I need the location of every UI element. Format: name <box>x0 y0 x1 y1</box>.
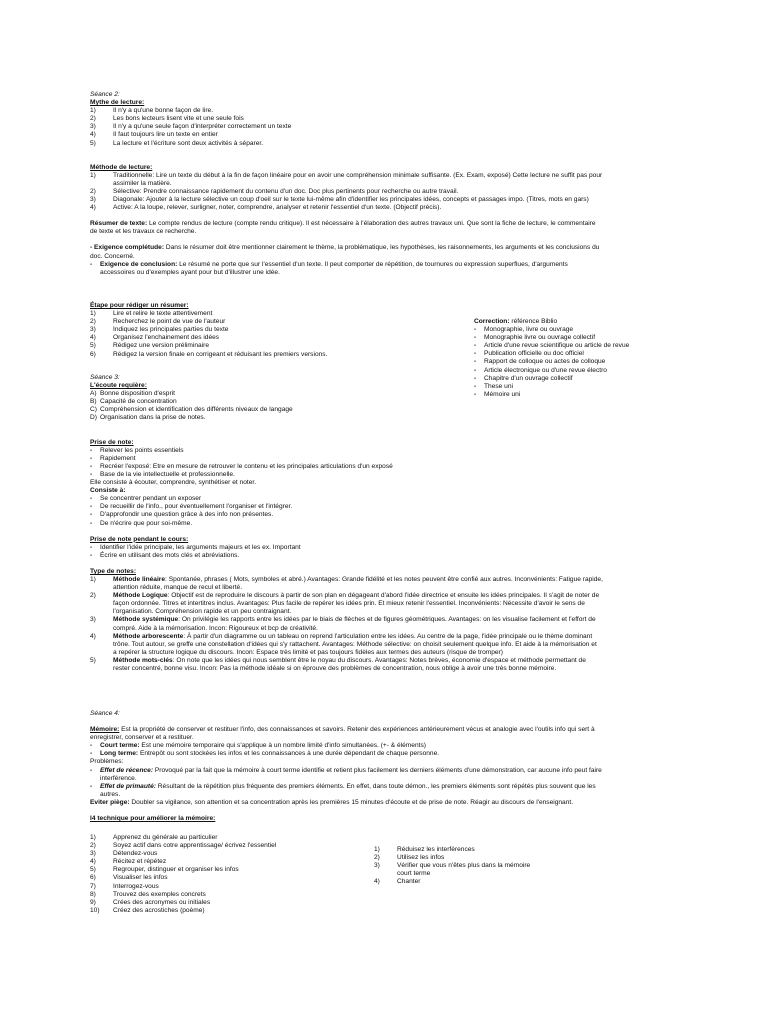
consiste-heading: Consiste à: <box>90 487 126 495</box>
list-item: 5) Rédigez une version préliminaire <box>90 342 210 350</box>
seance-3-section <box>90 374 710 673</box>
list-item: - Mémoire uni <box>474 390 521 398</box>
list-item: 4) Organisez l'enchainement des idées <box>90 334 220 342</box>
list-item: 2) Soyez actif dans cotre apprentissage/ écrivez l'essentiel <box>90 842 277 850</box>
list-item: - D'approfondir une question grâce à des info non présentes. <box>90 511 274 519</box>
list-item: - De recueillir de l'info., pour éventuellement l'organiser et l'intégrer. <box>90 503 293 511</box>
list-item: 1) Apprenez du générale au particulier <box>90 834 218 841</box>
technique-list-continued <box>374 846 574 886</box>
list-item: 6) Visualiser les infos <box>90 874 168 882</box>
types-heading: Type de notes: <box>90 567 137 575</box>
list-item: 2) Recherchez le point de vue de l'auteur <box>90 318 226 326</box>
memoire-paragraph: Mémoire: Est la propriété de conserver et restituer l'info, des connaissances et savoirs. Retenir des expériences antérieurement vécus et analogie avec l'outils info qui sert à enregistrer, conserver et a restituer. <box>90 726 595 742</box>
list-item: - Identifier l'idée principale, les arguments majeurs et les ex. Important <box>90 543 301 551</box>
list-item: 4) Chanter <box>374 878 421 886</box>
list-item: 10) Créez des acrostiches (poème) <box>90 906 205 914</box>
list-item: - These uni <box>474 382 513 390</box>
list-item: 4) Méthode arborescente: À partir d'un diagramme ou un tableau on reprend l'articulation entre les idées. Au centre de la page, l'idée principale ou le thème dominant trône. Tout autour, se greffe une constellation d'idées qui s'y rattachent. Avantages: Méthode sélective: on choisit seulement quelque info. Et aide à la mémorisation et a repérer la structure logique du discours. Incon: Espace très limité et pas toujours fidèles aux termes des auteurs (risque de tromper) <box>90 632 597 656</box>
list-item: 8) Trouvez des exemples concrets <box>90 890 206 898</box>
problemes-label: Problèmes: <box>90 758 124 766</box>
prise-heading: Prise de note: <box>90 438 134 446</box>
list-item: 7) Interrogez-vous <box>90 882 159 890</box>
list-item: - De n'écrire que pour soi-même. <box>90 519 193 527</box>
list-item: 3) Méthode systémique: On privilégie les rapports entre les idées par le biais de flèches et de figures géométriques. Avantages: on les visualise facilement et l'effort de compré. Aide à la mémorisation. Incon: Rigoureux et bcp de créativité. <box>90 616 596 632</box>
list-item: - Rapidement <box>90 454 136 462</box>
list-item: - Monographie, livre ou ouvrage <box>474 326 574 334</box>
piege-paragraph: Eviter piège: Doubler sa vigilance, son attention et sa concentration après les premières 15 minutes d'écoute et de prise de note. Réagir au discours de l'enseignant. <box>90 798 574 806</box>
correction-heading: Correction: référence Biblio <box>474 318 558 325</box>
list-item: - Se concentrer pendant un exposer <box>90 495 202 503</box>
mythe-heading: Mythe de lecture: <box>90 99 145 107</box>
list-item: - Rapport de colloque ou actes de colloque <box>474 358 606 366</box>
list-item: 5) Regrouper, distinguer et organiser les infos <box>90 866 239 874</box>
list-item: 1) Il n'y a qu'une bonne façon de lire. <box>90 107 214 115</box>
methode-heading: Méthode de lecture: <box>90 163 153 171</box>
list-item: 1) Lire et relire le texte attentivement <box>90 310 213 318</box>
list-item: 2) Utilisez les infos <box>374 854 445 862</box>
list-item: - Article d'une revue scientifique ou article de revue <box>474 342 630 350</box>
list-item: 2) Les bons lecteurs lisent vite et une seule fois <box>90 115 244 123</box>
list-item: 3) Il n'y a qu'une seule façon d'interpréter correctement un texte <box>90 123 292 131</box>
list-item: B) Capacité de concentration <box>90 398 177 406</box>
list-item: 3) Détendez-vous <box>90 850 158 858</box>
list-item: 1) Méthode linéaire: Spontanée, phrases ( Mots, symboles et abré.) Avantages: Grande fidélité et les notes peuvent être confié aux autres. Inconvénients: Fatigue rapide, attention réduite, manque de recul et liberté. <box>90 575 603 592</box>
ecoute-heading: L'écoute requière: <box>90 382 147 390</box>
etape-section <box>90 302 470 359</box>
list-item: 1) Traditionnelle: Lire un texte du début à la fin de façon linéaire pour en avoir une compréhension minimale suffisante. (Ex. Exam, exposé) Cette lecture ne suffit pas pour assimiler la matière. <box>90 171 603 187</box>
seance-2-section <box>90 91 710 277</box>
seance-3-heading: Séance 3: <box>90 374 120 381</box>
seance-2-heading: Séance 2: <box>90 91 120 98</box>
seance-4-heading: Séance 4: <box>90 710 120 717</box>
list-item: - Effet de récence: Provoqué par la fait que la mémoire à court terme identifie et retient plus facilement les derniers éléments d'une démonstration, car aucune info peut faire interférence. <box>90 766 602 782</box>
list-item: A) Bonne disposition d'esprit <box>90 390 175 398</box>
list-item: 3) Vérifier que vous n'êtes plus dans la mémoire court terme <box>374 862 531 878</box>
etape-heading: Étape pour rédiger un résumer: <box>90 302 189 309</box>
list-item: 2) Méthode Logique: Objectif est de reproduire le discours à partir de son plan en dégageant d'abord l'idée directrice et ensuite les idées principales. Il s'agit de noter de façon ordonnée. Titres et intertitres inclus. Avantages: Plus facile de repérer les idées prin. Et mieux retenir l'essentiel. Inconvénients: Nécessite d'avoir le sens de l'organisation. Compréhension rapide et un peu contraignant. <box>90 592 600 616</box>
mythe-list <box>90 107 710 147</box>
list-item: 2) Sélective: Prendre connaissance rapidement du contenu d'un doc. Doc plus pertinents pour recherche ou autre travail. <box>90 187 459 195</box>
resumer-paragraph: Résumer de texte: Le compte rendus de lecture (compte rendu critique). Il est nécessaire à l'élaboration des autres travaux uni. Que sont la fiche de lecture, le commentaire de texte et les travaux ce recherche. <box>90 220 596 236</box>
list-item: - Article électronique ou d'une revue électro <box>474 366 607 374</box>
list-item: - Chapitre d'un ouvrage collectif <box>474 374 573 382</box>
list-item: D) Organisation dans la prise de notes. <box>90 414 206 422</box>
list-item: 4) Active: A la loupe, relever, surligner, noter, comprendre, analyser et retenir l'essentiel d'un texte. (Objectif précis). <box>90 204 442 212</box>
list-item: 9) Crées des acronymes ou initiales <box>90 898 211 906</box>
list-item: 4) Récitez et répétez <box>90 858 167 866</box>
exigence-conclusion: - Exigence de conclusion: Le résumé ne porte que sur l'essentiel d'un texte. Il peut comporter de répétition, de tournures ou expression superflues, d'arguments accessoires ou d'exemples ayant pour but d'illustrer une idée. <box>90 260 568 276</box>
cours-heading: Prise de note pendant le cours: <box>90 535 189 543</box>
list-item: - Effet de primauté: Résultant de la répétition plus fréquente des premiers éléments. En effet, dans toute démon., les premiers éléments sont répétés plus souvent que les autres. <box>90 782 596 798</box>
list-item: 5) La lecture et l'écriture sont deux activités à séparer. <box>90 139 264 147</box>
exigence-completude: - Exigence complétude: Dans le résumer doit être mentionner clairement le thème, la problématique, les hypothèses, les raisonnements, les arguments et les conclusions du doc. Concerné. <box>90 244 600 260</box>
list-item: C) Compréhension et identification des différents niveaux de langage <box>90 406 293 414</box>
list-item: 3) Indiquez les principales parties du texte <box>90 326 229 334</box>
list-item: - Monographie livre ou ouvrage collectif <box>474 334 596 342</box>
seance-4-section <box>90 710 710 823</box>
list-item: 1) Réduisez les interférences <box>374 846 475 853</box>
list-item: - Relever les points essentiels <box>90 446 184 454</box>
list-item: - Écrire en utilisant des mots clés et abréviations. <box>90 551 240 559</box>
list-item: - Recréer l'exposé: Etre en mesure de retrouver le contenu et les principales articulations d'un exposé <box>90 462 393 470</box>
list-item: 6) Rédigez la version finale en corrigeant et réduisant les premiers versions. <box>90 350 328 358</box>
list-item: - Court terme: Est une mémoire temporaire qui s'applique à un nombre limité d'info simultanées. (+- & éléments) <box>90 742 426 750</box>
technique-heading: l4 technique pour améliorer la mémoire: <box>90 815 216 823</box>
prise-summary: Elle consiste à écouter, comprendre, synthétiser et noter. <box>90 479 257 487</box>
list-item: - Publication officielle ou doc officiel <box>474 350 584 358</box>
methode-list <box>90 172 710 212</box>
list-item: 3) Diagonale: Ajouter à la lecture sélective un coup d'oeil sur le texte lui-même afin d'identifier les principales idées, concepts et passages impo. (Titres, mots en gars) <box>90 196 589 204</box>
list-item: - Long terme: Entrepôt ou sont stockées les infos et les connaissances à une durée dépendant de chaque personne. <box>90 750 440 758</box>
technique-list <box>90 834 360 915</box>
list-item: 5) Méthode mots-clés: On note que les idées qui nous semblent être le noyau du discours. Avantages: Notes brèves, économie d'espace et méthode permettant de rester concentré, bonne visu. Incon: Pas la méthode idéale si on éprouve des problèmes de concentration, nous oblige à avoir une très bonne mémoire. <box>90 656 586 672</box>
list-item: 4) Il faut toujours lire un texte en entier <box>90 131 218 139</box>
list-item: - Base de la vie intellectuelle et professionnelle. <box>90 470 235 478</box>
